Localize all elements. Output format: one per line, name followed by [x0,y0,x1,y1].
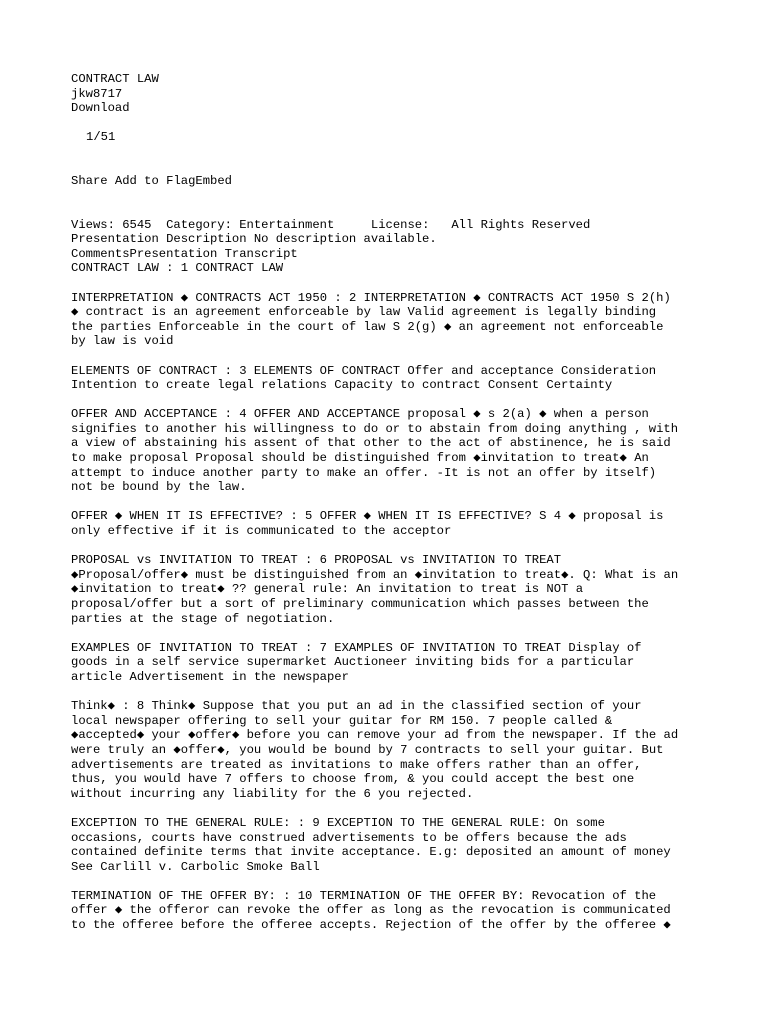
transcript-line: INTERPRETATION ◆ CONTRACTS ACT 1950 : 2 INTERPRETATION ◆ CONTRACTS ACT 1950 S 2(h) [71,290,671,305]
transcript-line: were truly an ◆offer◆, you would be bound by 7 contracts to sell your guitar. But [71,742,664,757]
transcript-line: ELEMENTS OF CONTRACT : 3 ELEMENTS OF CONTRACT Offer and acceptance Consideration [71,363,657,378]
comments-transcript-tabs[interactable]: CommentsPresentation Transcript [71,246,298,261]
transcript-line: EXCEPTION TO THE GENERAL RULE: : 9 EXCEPTION TO THE GENERAL RULE: On some [71,815,605,830]
slide-1-transcript: CONTRACT LAW : 1 CONTRACT LAW [71,261,284,276]
document-page [71,72,711,933]
document-header [71,72,711,145]
transcript-line: OFFER ◆ WHEN IT IS EFFECTIVE? : 5 OFFER ◆ WHEN IT IS EFFECTIVE? S 4 ◆ proposal is [71,509,664,524]
transcript-line: not be bound by the law. [71,480,247,495]
flag-link[interactable]: Flag [166,173,196,188]
page-counter: 1/51 [86,130,116,145]
category-label: Category: Entertainment [166,217,335,232]
transcript-line: attempt to induce another party to make an offer. -It is not an offer by itself) [71,465,657,480]
transcript-line: article Advertisement in the newspaper [71,669,349,684]
transcript-slide [71,699,711,801]
spacer [71,393,711,408]
action-bar [71,174,711,189]
transcript-slide [71,816,711,874]
transcript-line: to the offeree before the offeree accepts. Rejection of the offer by the offeree ◆ [71,918,671,933]
transcript-slide [71,291,711,349]
transcript-slide [71,407,711,495]
views-count: Views: 6545 [71,217,152,232]
transcript-line: proposal/offer but a sort of preliminary communication which passes between the [71,597,649,611]
transcript-line: signifies to another his willingness to do or to abstain from doing anything , with [71,421,679,436]
embed-link[interactable]: Embed [195,173,232,188]
transcript-line: ◆Proposal/offer◆ must be distinguished from an ◆invitation to treat◆. Q: What is an [71,567,679,582]
spacer [71,539,711,554]
spacer [71,145,711,174]
transcript-line: parties at the stage of negotiation. [71,611,335,626]
transcript-line: goods in a self service supermarket Auctioneer inviting bids for a particular [71,655,635,670]
license-label: License: All Rights Reserved [370,217,591,232]
transcript-slide [71,641,711,685]
transcript-line: Intention to create legal relations Capacity to contract Consent Certainty [71,378,613,393]
transcript-line: by law is void [71,334,174,349]
transcript-line: occasions, courts have construed advertisements to be offers because the ads [71,830,627,845]
spacer [71,116,711,131]
transcript-line: EXAMPLES OF INVITATION TO TREAT : 7 EXAMPLES OF INVITATION TO TREAT Display of [71,640,642,655]
transcript-line: only effective if it is communicated to the acceptor [71,524,452,539]
presentation-meta [71,218,711,276]
transcript-line: ◆ contract is an agreement enforceable by law Valid agreement is legally binding [71,305,657,320]
transcript-line: TERMINATION OF THE OFFER BY: : 10 TERMINATION OF THE OFFER BY: Revocation of the [71,888,657,903]
meta-row [71,218,711,233]
share-link[interactable]: Share [71,173,108,188]
transcript-line: ◆accepted◆ your ◆offer◆ before you can remove your ad from the newspaper. If the ad [71,728,679,743]
download-link[interactable]: Download [71,101,130,116]
spacer [71,495,711,510]
transcript-line: See Carlill v. Carbolic Smoke Ball [71,859,320,874]
presentation-description: Presentation Description No description available. [71,232,437,247]
transcript-line: thus, you would have 7 offers to choose from, & you could accept the best one [71,772,635,787]
transcript-slide [71,509,711,538]
spacer [71,276,711,291]
spacer [71,189,711,218]
spacer [71,349,711,364]
transcript-slide [71,553,711,626]
transcript-line: a view of abstaining his assent of that other to the act of abstinence, he is said [71,436,671,451]
transcript-line: Think◆ : 8 Think◆ Suppose that you put an ad in the classified section of your [71,699,642,714]
spacer [71,874,711,889]
spacer [71,626,711,641]
transcript-list [71,276,711,933]
transcript-line: to make proposal Proposal should be distinguished from ◆invitation to treat◆ An [71,451,649,466]
transcript-line: the parties Enforceable in the court of law S 2(g) ◆ an agreement not enforceable [71,319,664,334]
add-to-link[interactable]: Add to [114,173,159,188]
transcript-line: advertisements are treated as invitations to make offers rather than an offer, [71,757,642,772]
transcript-line: offer ◆ the offeror can revoke the offer as long as the revocation is communicated [71,903,671,918]
transcript-line: local newspaper offering to sell your guitar for RM 150. 7 people called & [71,713,613,728]
transcript-line: without incurring any liability for the 6 you rejected. [71,786,474,801]
transcript-line: ◆invitation to treat◆ ?? general rule: An invitation to treat is NOT a [71,582,584,597]
transcript-line: PROPOSAL vs INVITATION TO TREAT : 6 PROPOSAL vs INVITATION TO TREAT [71,553,562,568]
author-link[interactable]: jkw8717 [71,86,123,101]
transcript-line: OFFER AND ACCEPTANCE : 4 OFFER AND ACCEPTANCE proposal ◆ s 2(a) ◆ when a person [71,407,649,422]
transcript-line: contained definite terms that invite acceptance. E.g: deposited an amount of money [71,845,671,860]
spacer [71,801,711,816]
transcript-slide [71,364,711,393]
document-title: CONTRACT LAW [71,72,159,86]
transcript-slide [71,889,711,933]
spacer [71,685,711,700]
